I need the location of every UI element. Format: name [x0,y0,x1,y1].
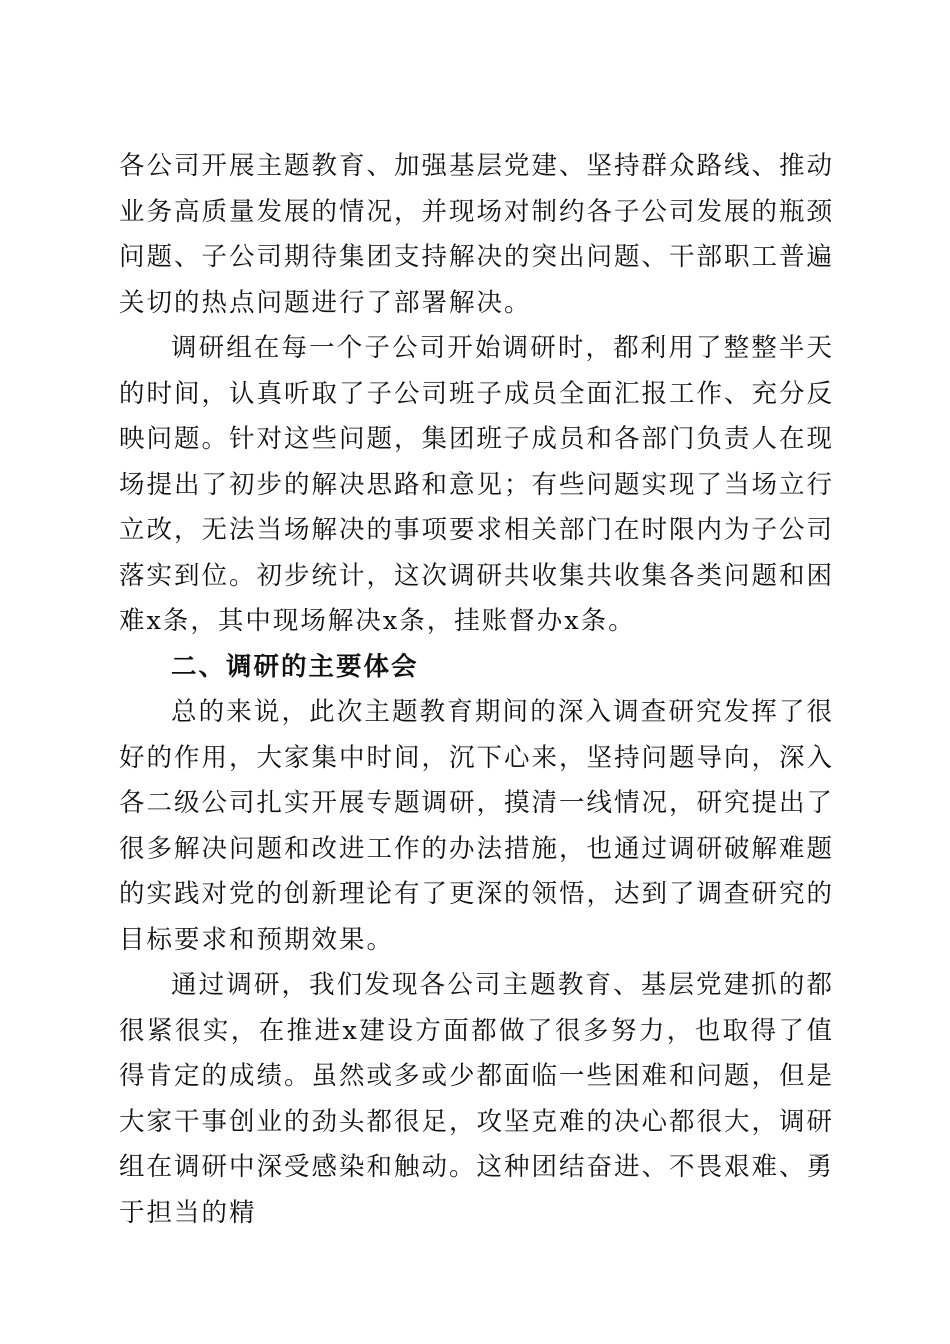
section-heading: 二、调研的主要体会 [171,651,419,682]
paragraph-summary: 总的来说，此次主题教育期间的深入调查研究发挥了很好的作用，大家集中时间，沉下心来，坚持问题导向，深入各二级公司扎实开展专题调研，摸清一线情况，研究提出了很多解决问题和改进工作的办法措施，也通过调研破解难题的实践对党的创新理论有了更深的领悟，达到了调查研究的目标要求和预期效果。 [119,697,835,955]
document-body [119,144,834,1236]
paragraph-research-process: 调研组在每一个子公司开始调研时，都利用了整整半天的时间，认真听取了子公司班子成员全面汇报工作、充分反映问题。针对这些问题，集团班子成员和各部门负责人在现场提出了初步的解决思路和意见；有些问题实现了当场立行立改，无法当场解决的事项要求相关部门在时限内为子公司落实到位。初步统计，这次调研共收集共收集各类问题和困难x条，其中现场解决x条，挂账督办x条。 [119,333,835,636]
paragraph-findings: 通过调研，我们发现各公司主题教育、基层党建抓的都很紧很实，在推进x建设方面都做了很多努力，也取得了值得肯定的成绩。虽然或多或少都面临一些困难和问题，但是大家干事创业的劲头都很足，攻坚克难的决心都很大，调研组在调研中深受感染和触动。这种团结奋进、不畏艰难、勇于担当的精 [119,970,835,1228]
paragraph-continued: 各公司开展主题教育、加强基层党建、坚持群众路线、推动业务高质量发展的情况，并现场对制约各子公司发展的瓶颈问题、子公司期待集团支持解决的突出问题、干部职工普遍关切的热点问题进行了部署解决。 [119,151,835,318]
